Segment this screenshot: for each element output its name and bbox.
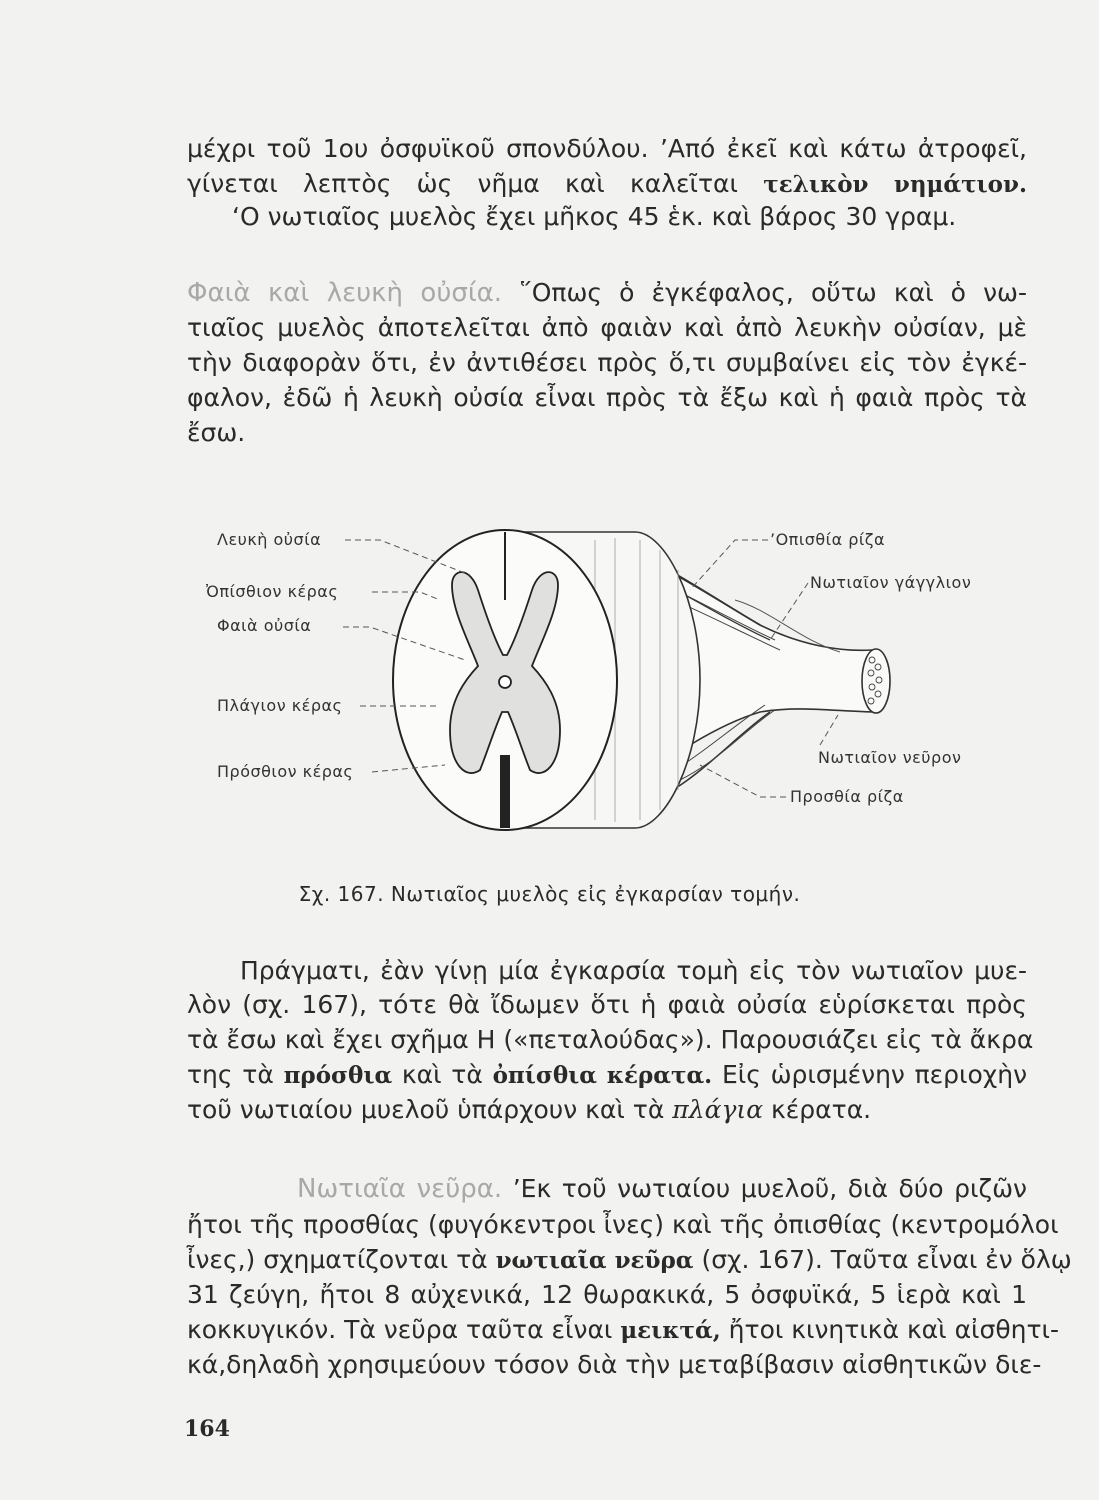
page-number: 164 [184, 1416, 230, 1442]
heading-gray-white-matter: Φαιὰ καὶ λευκὴ οὐσία. [187, 278, 503, 308]
p2-line1-text: ῞Οπως ὁ ἐγκέφαλος, οὕτω καὶ ὁ νω- [519, 278, 1028, 307]
p4-line3-c: (σχ. 167). Ταῦτα εἶναι ἐν ὅλῳ [701, 1245, 1072, 1274]
label-white-matter: Λευκὴ οὐσία [217, 530, 322, 549]
p4-line3 [187, 1243, 1072, 1278]
p4-line5 [187, 1313, 1060, 1348]
label-anterior-root: Προσθία ρίζα [790, 787, 904, 806]
term-mixed: μεικτά, [620, 1317, 721, 1344]
p3-line4 [187, 1058, 1027, 1093]
p2-line3: τὴν διαφορὰν ὅτι, ἐν ἀντιθέσει πρὸς ὅ,τι συμβαίνει εἰς τὸν ἐγκέ- [187, 348, 1027, 377]
p1-line3: ‘Ο νωτιαῖος μυελὸς ἔχει μῆκος 45 ἑκ. καὶ βάρος 30 γραμ. [232, 202, 957, 231]
p3-line5-a: τοῦ νωτιαίου μυελοῦ ὑπάρχουν καὶ τὰ [187, 1095, 665, 1124]
heading-spinal-nerves: Νωτιαῖα νεῦρα. [297, 1174, 503, 1204]
p3-line3: τὰ ἔσω καὶ ἔχει σχῆμα Η («πεταλούδας»). Παρουσιάζει εἰς τὰ ἄκρα [187, 1025, 1034, 1054]
label-posterior-root: ’Οπισθία ρίζα [770, 530, 886, 549]
p4-line2: ἤτοι τῆς προσθίας (φυγόκεντροι ἶνες) καὶ τῆς ὀπισθίας (κεντρομόλοι [187, 1210, 1059, 1239]
p4-line3-a: ἶνες,) σχηματίζονται τὰ [187, 1245, 488, 1274]
label-posterior-horn: Ὀπίσθιον κέρας [206, 582, 339, 601]
label-anterior-horn: Πρόσθιον κέρας [217, 762, 354, 781]
label-spinal-nerve: Νωτιαῖον νεῦρον [818, 748, 962, 767]
term-spinal-nerves: νωτιαῖα νεῦρα [495, 1247, 694, 1274]
p4-line1 [297, 1172, 1027, 1206]
p2-line5: ἔσω. [187, 418, 246, 447]
p4-line6: κά,δηλαδὴ χρησιμεύουν τόσον διὰ τὴν μεταβίβασιν αἰσθητικῶν διε- [187, 1350, 1042, 1379]
term-posterior-horns: ὀπίσθια κέρατα. [492, 1062, 713, 1089]
p3-line4-a: της τὰ [187, 1060, 274, 1089]
p4-line4: 31 ζεύγη, ἤτοι 8 αὐχενικά, 12 θωρακικά, 5 ὀσφυϊκά, 5 ἱερὰ καὶ 1 [187, 1280, 1027, 1309]
p3-line5 [187, 1093, 1027, 1127]
p2-line4: φαλον, ἐδῶ ἡ λευκὴ οὐσία εἶναι πρὸς τὰ ἔξω καὶ ἡ φαιὰ πρὸς τὰ [187, 383, 1027, 412]
p3-line4-e: Εἰς ὡρισμένην περιοχὴν [721, 1060, 1028, 1089]
p1-line2-text: γίνεται λεπτὸς ὡς νῆμα καὶ καλεῖται [187, 169, 738, 198]
label-spinal-ganglion: Νωτιαῖον γάγγλιον [810, 573, 972, 592]
term-lateral: πλάγια [672, 1095, 764, 1124]
central-canal [499, 676, 511, 688]
term-terminal-filament: τελικὸν νημάτιον. [763, 171, 1027, 198]
p3-line4-c: καὶ τὰ [401, 1060, 483, 1089]
p1-line1: μέχρι τοῦ 1ου ὀσφυϊκοῦ σπονδύλου. ’Από ἐκεῖ καὶ κάτω ἀτροφεῖ, [187, 134, 1027, 163]
p3-line5-c: κέρατα. [771, 1095, 872, 1124]
p4-line5-a: κοκκυγικόν. Τὰ νεῦρα ταῦτα εἶναι [187, 1315, 613, 1344]
figure-caption: Σχ. 167. Νωτιαῖος μυελὸς εἰς ἐγκαρσίαν τομήν. [298, 882, 801, 906]
label-lateral-horn: Πλάγιον κέρας [217, 696, 343, 715]
p4-line5-c: ἤτοι κινητικὰ καὶ αἰσθητι- [728, 1315, 1060, 1344]
p2-line2: τιαῖος μυελὸς ἀποτελεῖται ἀπὸ φαιὰν καὶ ἀπὸ λευκὴν οὐσίαν, μὲ [187, 313, 1027, 342]
label-gray-matter: Φαιὰ οὐσία [217, 616, 312, 635]
term-anterior: πρόσθια [283, 1062, 393, 1089]
p4-line1-text: ’Εκ τοῦ νωτιαίου μυελοῦ, διὰ δύο ριζῶν [512, 1174, 1027, 1203]
p3-line2: λὸν (σχ. 167), τότε θὰ ἴδωμεν ὅτι ἡ φαιὰ οὐσία εὑρίσκεται πρὸς [187, 990, 1027, 1019]
p3-line1: Πράγματι, ἐὰν γίνῃ μία ἐγκαρσία τομὴ εἰς τὸν νωτιαῖον μυε- [240, 956, 1027, 985]
